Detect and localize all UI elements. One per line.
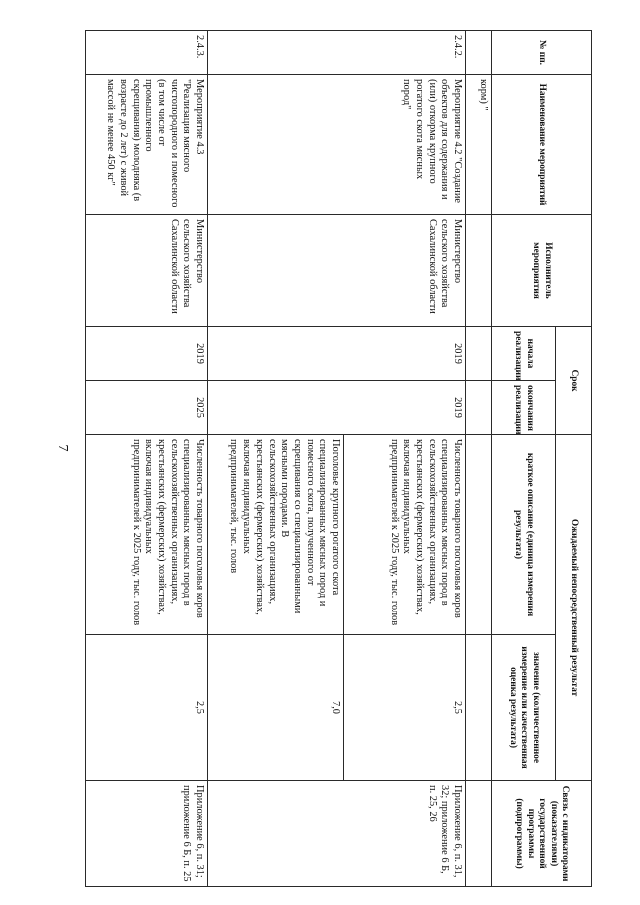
- continuation-row: [466, 31, 492, 887]
- header-term: Срок: [556, 327, 592, 435]
- result-value: 7,0: [208, 635, 344, 781]
- row-num: 2.4.2.: [208, 31, 466, 75]
- result-desc: Поголовье крупного рогатого скота специализированных мясных пород и помесного скота, полученного от скрещивания со специализированными мясными породами. В сельскохозяйственных организациях, крестьянских (фермерских) хозяйствах, включая индивидуальных предпринимателей, тыс. голов: [208, 435, 344, 635]
- header-result-value: значение (количественное измерение или качественная оценка результата): [492, 635, 556, 781]
- rotated-table-stage: [86, 30, 592, 886]
- header-num: № пп.: [492, 31, 592, 75]
- rotated-table-frame: [86, 30, 592, 886]
- result-value: 2,5: [86, 635, 208, 781]
- header-result-desc: краткое описание (единица измерения результата): [492, 435, 556, 635]
- row-end: 2019: [208, 381, 466, 435]
- header-term-end: окончания реализации: [492, 381, 556, 435]
- row-start: 2019: [86, 327, 208, 381]
- row-executor: Министерство сельского хозяйства Сахалинской области: [86, 215, 208, 327]
- header-result: Ожидаемый непосредственный результат: [556, 435, 592, 781]
- table-row: [86, 31, 208, 887]
- activities-table: [85, 30, 592, 887]
- header-link: Связь с индикаторами (показателями) государственной программы (подпрограммы): [492, 781, 592, 887]
- row-link: Приложение 6, п. 31; приложение 6 Б, п. 25: [86, 781, 208, 887]
- row-num: 2.4.3.: [86, 31, 208, 75]
- header-name: Наименование мероприятий: [492, 75, 592, 215]
- header-executor: Исполнитель мероприятия: [492, 215, 592, 327]
- row-name: Мероприятие 4.2 "Создание объектов для содержания и (или) откорма крупного рогатого скота мясных пород": [208, 75, 466, 215]
- row-executor: Министерство сельского хозяйства Сахалинской области: [208, 215, 466, 327]
- header-row-1: [556, 31, 592, 887]
- result-value: 2,5: [344, 635, 466, 781]
- result-desc: Численность товарного поголовья коров специализированных мясных пород в сельскохозяйственных организациях, крестьянских (фермерских) хозяйствах, включая индивидуальных предпринимателей к 2025 году, тыс. голов: [86, 435, 208, 635]
- result-desc: Численность товарного поголовья коров специализированных мясных пород в сельскохозяйственных организациях, крестьянских (фермерских) хозяйствах, включая индивидуальных предпринимателей к 2025 году, тыс. голов: [344, 435, 466, 635]
- table-row: [344, 31, 466, 887]
- row-end: 2025: [86, 381, 208, 435]
- page-number: 7: [55, 444, 70, 452]
- row-name: Мероприятие 4.3 "Реализация мясного чистопородного и помесного (в том числе от промышленного скрещивания) молодняка (в возрасте до 2 лет) с живой массой не менее 450 кг": [86, 75, 208, 215]
- row-link: Приложение 6, п. 31, 32; приложение 6 Б, п. 25, 26: [208, 781, 466, 887]
- row-start: 2019: [208, 327, 466, 381]
- header-term-start: начала реализации: [492, 327, 556, 381]
- continuation-text: корм) ": [466, 75, 492, 215]
